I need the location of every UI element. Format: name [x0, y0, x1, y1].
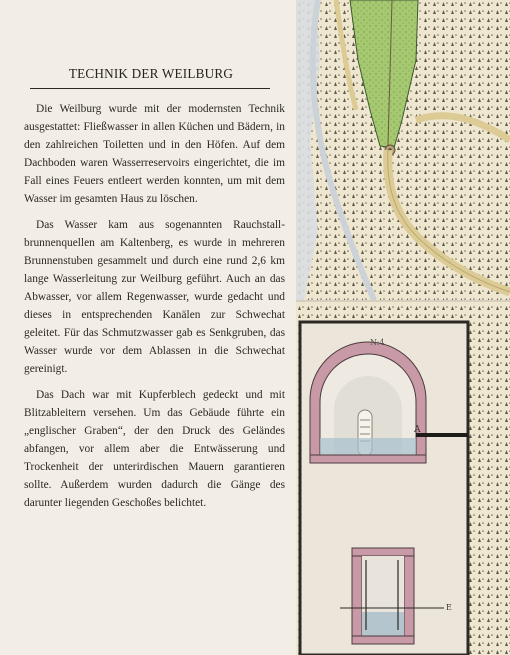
title-underline: [30, 88, 270, 89]
paragraph-2: Das Wasser kam aus sogenannten Rauchstallbrunnenquellen am Kaltenberg, es wurde in mehreren Brunnenstuben gesammelt und durch eine rund 2,6 km lange Wasserleitung zur Weilburg geführt. Auch an das Abwasser, vor allem Regenwasser, wurde gedacht und dieses in entsprechenden Kanälen zur Schwechat geleitet. Für das Schmutzwasser gab es Senkgruben, das Wasser wurde vor dem Ablassen in die Schwechat gereinigt.: [24, 219, 285, 375]
paragraph-1: Die Weilburg wurde mit der modernsten Technik ausgestattet: Fließwasser in allen Küchen und Bädern, in den zahlreichen Toiletten und in den Höfen. Auf dem Dachboden waren Wasserreservoirs eingerichtet, die im Fall eines Feuers entleert werden konnten, um mit dem Wasser im gesamten Haus zu löschen.: [24, 103, 285, 205]
article-body: [24, 100, 285, 520]
svg-text:E: E: [446, 603, 452, 612]
lower-section-lintel: [352, 548, 414, 556]
svg-text:N:4: N:4: [370, 338, 385, 347]
svg-text:A: A: [414, 425, 421, 435]
cistern-water: [320, 438, 416, 455]
historic-illustrations: [296, 0, 510, 655]
paragraph-3: Das Dach war mit Kupferblech gedeckt und mit Blitzableitern versehen. Um das Gebäude führte ein „englischer Graben“, der den Druck des Geländes abfangen, vor allem aber die Entwässerung und Trockenheit der unterirdischen Mauern garantieren sollte. Außerdem wurden dadurch die Gänge des darunter liegenden Geschoßes belichtet.: [24, 389, 285, 509]
page-title: TECHNIK DER WEILBURG: [68, 66, 234, 81]
map-and-cistern-drawings: [296, 0, 510, 655]
